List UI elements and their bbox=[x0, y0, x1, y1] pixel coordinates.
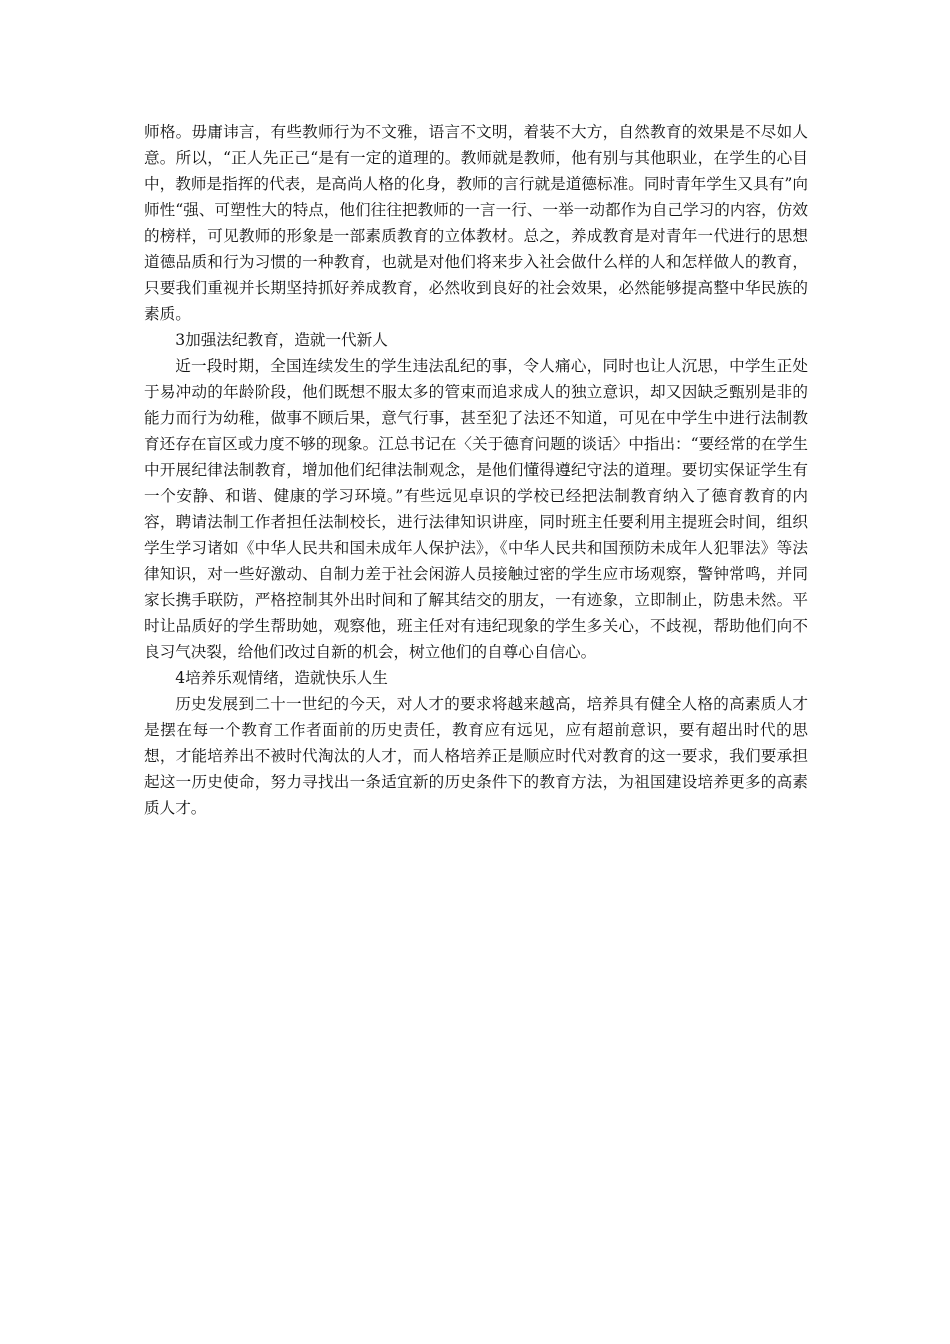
paragraph-teacher-image: 师格。毋庸讳言，有些教师行为不文雅，语言不文明，着装不大方，自然教育的效果是不尽如人意。所以，“正人先正己“是有一定的道理的。教师就是教师，他有别与其他职业，在学生的心目中，教师是指挥的代表，是高尚人格的化身，教师的言行就是道德标准。同时青年学生又具有”向师性“强、可塑性大的特点，他们往往把教师的一言一行、一举一动都作为自己学习的内容，仿效的榜样，可见教师的形象是一部素质教育的立体教材。总之，养成教育是对青年一代进行的思想道德品质和行为习惯的一种教育，也就是对他们将来步入社会做什么样的人和怎样做人的教育，只要我们重视并长期坚持抓好养成教育，必然收到良好的社会效果，必然能够提高整中华民族的素质。 bbox=[144, 123, 808, 323]
document-page bbox=[144, 119, 808, 821]
section-heading-optimism: 4培养乐观情绪，造就快乐人生 bbox=[175, 669, 388, 687]
paragraph-optimism: 历史发展到二十一世纪的今天，对人才的要求将越来越高，培养具有健全人格的高素质人才是摆在每一个教育工作者面前的历史责任，教育应有远见，应有超前意识，要有超出时代的思想，才能培养出不被时代淘汰的人才，而人格培养正是顺应时代对教育的这一要求，我们要承担起这一历史使命，努力寻找出一条适宜新的历史条件下的教育方法，为祖国建设培养更多的高素质人才。 bbox=[144, 695, 808, 817]
section-heading-legal-education: 3加强法纪教育，造就一代新人 bbox=[175, 331, 388, 349]
paragraph-legal-education: 近一段时期，全国连续发生的学生违法乱纪的事，令人痛心，同时也让人沉思，中学生正处于易冲动的年龄阶段，他们既想不服太多的管束而追求成人的独立意识，却又因缺乏甄别是非的能力而行为幼稚，做事不顾后果，意气行事，甚至犯了法还不知道，可见在中学生中进行法制教育还存在盲区或力度不够的现象。江总书记在〈关于德育问题的谈话〉中指出：“要经常的在学生中开展纪律法制教育，增加他们纪律法制观念，是他们懂得遵纪守法的道理。要切实保证学生有一个安静、和谐、健康的学习环境。”有些远见卓识的学校已经把法制教育纳入了德育教育的内容，聘请法制工作者担任法制校长，进行法律知识讲座，同时班主任要利用主提班会时间，组织学生学习诸如《中华人民共和国未成年人保护法》，《中华人民共和国预防未成年人犯罪法》等法律知识，对一些好激动、自制力差于社会闲游人员接触过密的学生应市场观察，警钟常鸣，并同家长携手联防，严格控制其外出时间和了解其结交的朋友，一有迹象，立即制止，防患未然。平时让品质好的学生帮助她，观察他，班主任对有违纪现象的学生多关心，不歧视，帮助他们向不良习气决裂，给他们改过自新的机会，树立他们的自尊心自信心。 bbox=[144, 357, 808, 661]
